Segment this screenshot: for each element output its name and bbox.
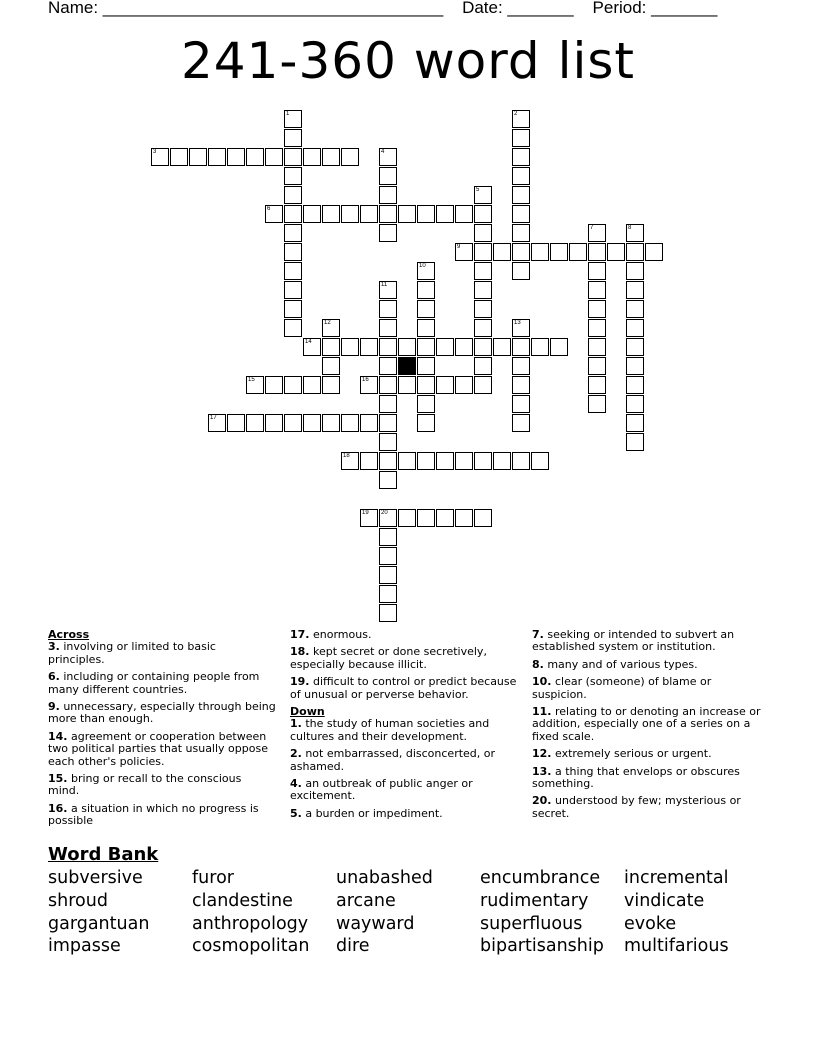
clue-item [532,766,768,791]
clue-number: 11. [532,705,552,719]
grid-cell[interactable] [626,300,644,318]
grid-cell[interactable] [588,262,606,280]
grid-cell[interactable] [512,224,530,242]
grid-cell[interactable] [474,319,492,337]
grid-cell[interactable] [474,205,492,223]
clue-item [532,748,768,760]
grid-cell[interactable] [531,243,549,261]
clue-number: 16. [48,801,68,815]
grid-cell[interactable] [436,452,454,470]
grid-cell[interactable] [398,509,416,527]
period-field-label: Period: _______ [592,0,718,17]
grid-cell[interactable] [626,433,644,451]
cell-number: 6 [267,206,271,212]
word-bank-word: incremental [624,868,729,888]
grid-cell[interactable] [379,528,397,546]
clues-column-1 [48,629,276,833]
grid-cell[interactable] [626,338,644,356]
grid-cell[interactable] [341,205,359,223]
clue-number: 10. [532,675,552,689]
grid-cell[interactable] [512,167,530,185]
grid-cell[interactable] [550,243,568,261]
grid-cell[interactable] [436,205,454,223]
grid-cell[interactable] [512,338,530,356]
clue-item [532,629,768,654]
clue-text: many and of various types. [543,657,698,671]
grid-cell[interactable] [322,357,340,375]
grid-cell[interactable] [588,395,606,413]
grid-cell[interactable] [474,224,492,242]
clue-item [290,629,526,641]
clue-item [48,773,276,798]
grid-cell[interactable] [626,319,644,337]
grid-cell[interactable] [417,205,435,223]
grid-cell[interactable] [398,376,416,394]
clue-number: 12. [532,747,552,761]
grid-cell[interactable] [379,186,397,204]
grid-cell[interactable] [284,376,302,394]
word-bank-word: vindicate [624,890,705,911]
word-bank-word: subversive [48,868,143,888]
date-field-label: Date: _______ [462,0,574,17]
grid-cell[interactable] [626,376,644,394]
cell-number: 11 [381,282,388,288]
grid-cell[interactable] [208,414,226,432]
grid-cell[interactable] [455,243,473,261]
grid-cell[interactable] [284,300,302,318]
grid-cell[interactable] [151,148,169,166]
word-bank-word: shroud [48,890,108,911]
grid-cell[interactable] [360,509,378,527]
grid-cell[interactable] [246,376,264,394]
grid-cell[interactable] [474,243,492,261]
grid-cell[interactable] [379,319,397,337]
grid-cell[interactable] [322,338,340,356]
word-bank-word: multifarious [624,936,729,957]
grid-cell[interactable] [474,262,492,280]
grid-cell[interactable] [303,376,321,394]
clue-number: 6. [48,670,60,684]
cell-number: 16 [362,377,369,383]
grid-cell[interactable] [417,452,435,470]
grid-cell[interactable] [474,376,492,394]
clue-item [532,659,768,671]
grid-cell[interactable] [379,338,397,356]
grid-cell[interactable] [284,414,302,432]
clue-number: 2. [290,747,302,761]
grid-cell[interactable] [607,243,625,261]
grid-cell[interactable] [379,433,397,451]
grid-cell[interactable] [322,148,340,166]
grid-cell[interactable] [512,148,530,166]
clue-number: 4. [290,777,302,791]
grid-cell[interactable] [379,566,397,584]
word-bank-column [336,867,433,958]
grid-cell[interactable] [455,376,473,394]
word-bank-word: clandestine [192,890,293,911]
clue-item [290,676,526,701]
grid-cell[interactable] [512,205,530,223]
grid-cell[interactable] [493,452,511,470]
grid-cell[interactable] [303,338,321,356]
cell-number: 1 [286,111,290,117]
grid-cell[interactable] [474,509,492,527]
clue-number: 20. [532,794,552,808]
grid-cell[interactable] [417,357,435,375]
grid-cell[interactable] [379,414,397,432]
cell-number: 4 [381,149,385,155]
grid-cell[interactable] [284,243,302,261]
word-bank-word: superfluous [480,913,583,934]
page-title: 241-360 word list [180,32,636,90]
word-bank-column [192,867,309,958]
black-cell [398,357,416,375]
grid-cell[interactable] [512,395,530,413]
grid-cell[interactable] [341,414,359,432]
clue-number: 3. [48,640,60,654]
word-bank-word: encumbrance [480,868,601,888]
grid-cell[interactable] [379,300,397,318]
grid-cell[interactable] [493,243,511,261]
clue-text: not embarrassed, disconcerted, or ashamed. [290,747,496,773]
grid-cell[interactable] [379,604,397,622]
grid-cell[interactable] [512,262,530,280]
word-bank-word: rudimentary [480,890,589,911]
clue-number: 7. [532,628,544,641]
grid-cell[interactable] [189,148,207,166]
grid-cell[interactable] [379,205,397,223]
grid-cell[interactable] [588,376,606,394]
grid-cell[interactable] [474,338,492,356]
grid-cell[interactable] [626,395,644,413]
grid-cell[interactable] [284,129,302,147]
grid-cell[interactable] [208,148,226,166]
clue-text: enormous. [309,628,372,641]
grid-cell[interactable] [588,300,606,318]
clue-text: a situation in which no progress is possible [48,801,259,828]
clue-item [290,778,526,803]
grid-cell[interactable] [417,414,435,432]
grid-cell[interactable] [512,319,530,337]
grid-cell[interactable] [417,300,435,318]
grid-cell[interactable] [417,281,435,299]
clue-number: 19. [290,675,310,689]
grid-cell[interactable] [531,338,549,356]
cell-number: 15 [248,377,255,383]
grid-cell[interactable] [341,338,359,356]
grid-cell[interactable] [417,319,435,337]
grid-cell[interactable] [379,224,397,242]
grid-cell[interactable] [455,509,473,527]
grid-cell[interactable] [170,148,188,166]
cell-number: 18 [343,453,350,459]
word-bank-word: arcane [336,890,396,911]
grid-cell[interactable] [379,509,397,527]
clue-text: kept secret or done secretively, especially because illicit. [290,645,487,671]
clues-column-2 [290,629,526,825]
cell-number: 5 [476,187,480,193]
clue-text: a burden or impediment. [301,806,443,820]
clue-item [290,808,526,820]
clue-text: extremely serious or urgent. [551,747,712,761]
grid-cell[interactable] [588,281,606,299]
grid-cell[interactable] [398,205,416,223]
clue-text: including or containing people from many different countries. [48,670,260,696]
grid-cell[interactable] [379,585,397,603]
grid-cell[interactable] [512,376,530,394]
grid-cell[interactable] [284,186,302,204]
grid-cell[interactable] [246,414,264,432]
clue-number: 18. [290,645,310,659]
clue-number: 5. [290,806,302,820]
grid-cell[interactable] [512,243,530,261]
word-bank-word: gargantuan [48,913,150,934]
clue-text: the study of human societies and cultures and their development. [290,717,490,743]
grid-cell[interactable] [417,338,435,356]
across-heading: Across [48,628,90,641]
grid-cell[interactable] [322,205,340,223]
word-bank-word: furor [192,868,234,888]
word-bank-word: evoke [624,913,677,934]
clue-text: clear (someone) of blame or suspicion. [532,675,712,701]
clue-item [48,731,276,768]
grid-cell[interactable] [455,452,473,470]
grid-cell[interactable] [341,452,359,470]
grid-cell[interactable] [284,205,302,223]
cell-number: 20 [381,510,388,516]
word-bank-word: cosmopolitan [192,936,310,957]
clue-text: relating to or denoting an increase or addition, especially one of a series on a fixed scale. [532,705,761,743]
grid-cell[interactable] [379,547,397,565]
grid-cell[interactable] [360,414,378,432]
grid-cell[interactable] [436,338,454,356]
grid-cell[interactable] [474,281,492,299]
grid-cell[interactable] [588,243,606,261]
grid-cell[interactable] [322,319,340,337]
grid-cell[interactable] [379,281,397,299]
grid-cell[interactable] [265,376,283,394]
grid-cell[interactable] [626,414,644,432]
grid-cell[interactable] [246,148,264,166]
cell-number: 14 [305,339,312,345]
grid-cell[interactable] [303,205,321,223]
word-bank-word: bipartisanship [480,936,604,957]
cell-number: 7 [590,225,594,231]
grid-cell[interactable] [284,262,302,280]
clue-number: 15. [48,772,68,786]
clue-number: 1. [290,717,302,731]
word-bank-word: unabashed [336,868,433,888]
grid-cell[interactable] [227,414,245,432]
grid-cell[interactable] [436,376,454,394]
grid-cell[interactable] [512,186,530,204]
clue-text: involving or limited to basic principles. [48,640,216,666]
grid-cell[interactable] [474,452,492,470]
grid-cell[interactable] [303,414,321,432]
grid-cell[interactable] [493,338,511,356]
clue-text: understood by few; mysterious or secret. [532,794,741,820]
clue-number: 14. [48,729,68,743]
grid-cell[interactable] [512,357,530,375]
clue-number: 17. [290,628,310,641]
clue-text: a thing that envelops or obscures something. [532,764,740,791]
cell-number: 17 [210,415,217,421]
cell-number: 12 [324,320,331,326]
grid-cell[interactable] [398,452,416,470]
grid-cell[interactable] [588,224,606,242]
grid-cell[interactable] [455,338,473,356]
grid-cell[interactable] [474,357,492,375]
grid-cell[interactable] [360,452,378,470]
grid-cell[interactable] [588,319,606,337]
clue-number: 9. [48,700,60,714]
clue-item [290,748,526,773]
cell-number: 8 [628,225,632,231]
grid-cell[interactable] [284,167,302,185]
clue-item [532,795,768,820]
grid-cell[interactable] [550,338,568,356]
clue-text: unnecessary, especially through being more than enough. [48,700,276,726]
grid-cell[interactable] [531,452,549,470]
word-bank-column [480,867,604,958]
grid-cell[interactable] [379,452,397,470]
grid-cell[interactable] [512,110,530,128]
grid-cell[interactable] [360,376,378,394]
word-bank-column [48,867,149,958]
cell-number: 10 [419,263,426,269]
grid-cell[interactable] [379,357,397,375]
grid-cell[interactable] [626,243,644,261]
clue-item [290,718,526,743]
grid-cell[interactable] [341,148,359,166]
grid-cell[interactable] [417,509,435,527]
clue-text: seeking or intended to subvert an established system or institution. [532,628,735,654]
grid-cell[interactable] [379,167,397,185]
clue-text: an outbreak of public anger or excitement. [290,777,473,803]
grid-cell[interactable] [417,262,435,280]
grid-cell[interactable] [265,148,283,166]
clue-number: 13. [532,764,552,778]
grid-cell[interactable] [474,186,492,204]
grid-cell[interactable] [284,319,302,337]
grid-cell[interactable] [588,338,606,356]
word-bank-title: Word Bank [48,844,159,865]
grid-cell[interactable] [265,414,283,432]
clue-number: 8. [532,657,544,671]
grid-cell[interactable] [455,205,473,223]
word-bank-word: impasse [48,936,121,957]
grid-cell[interactable] [322,414,340,432]
grid-cell[interactable] [284,281,302,299]
grid-cell[interactable] [379,376,397,394]
grid-cell[interactable] [303,148,321,166]
word-bank-word: anthropology [192,913,309,934]
clue-text: bring or recall to the conscious mind. [48,772,242,798]
cell-number: 2 [514,111,518,117]
grid-cell[interactable] [512,452,530,470]
grid-cell[interactable] [588,357,606,375]
clue-item [532,706,768,743]
grid-cell[interactable] [284,110,302,128]
grid-cell[interactable] [512,414,530,432]
clues-column-3 [532,629,768,825]
cell-number: 3 [153,149,157,155]
grid-cell[interactable] [227,148,245,166]
cell-number: 19 [362,510,369,516]
grid-cell[interactable] [379,471,397,489]
down-heading: Down [290,705,325,719]
grid-cell[interactable] [417,395,435,413]
clue-item [48,701,276,726]
grid-cell[interactable] [360,205,378,223]
clue-item [290,646,526,671]
grid-cell[interactable] [360,338,378,356]
grid-cell[interactable] [474,300,492,318]
word-bank-column [624,867,729,958]
name-field-label: Name: ____________________________________ [48,0,444,17]
grid-cell[interactable] [284,148,302,166]
word-bank-word: wayward [336,913,415,934]
grid-cell[interactable] [417,376,435,394]
cell-number: 13 [514,320,521,326]
grid-cell[interactable] [626,281,644,299]
grid-cell[interactable] [379,395,397,413]
clue-text: difficult to control or predict because of unusual or perverse behavior. [290,675,517,701]
grid-cell[interactable] [645,243,663,261]
grid-cell[interactable] [569,243,587,261]
clue-item [48,671,276,696]
grid-cell[interactable] [626,262,644,280]
grid-cell[interactable] [322,376,340,394]
grid-cell[interactable] [436,509,454,527]
clue-item [48,803,276,828]
grid-cell[interactable] [626,357,644,375]
grid-cell[interactable] [512,129,530,147]
grid-cell[interactable] [284,224,302,242]
grid-cell[interactable] [265,205,283,223]
grid-cell[interactable] [626,224,644,242]
grid-cell[interactable] [398,338,416,356]
word-bank-word: dire [336,936,370,957]
cell-number: 9 [457,244,461,250]
grid-cell[interactable] [379,148,397,166]
clue-item [532,676,768,701]
clue-text: agreement or cooperation between two political parties that usually oppose each other's policies. [48,729,268,768]
clue-item [48,641,276,666]
